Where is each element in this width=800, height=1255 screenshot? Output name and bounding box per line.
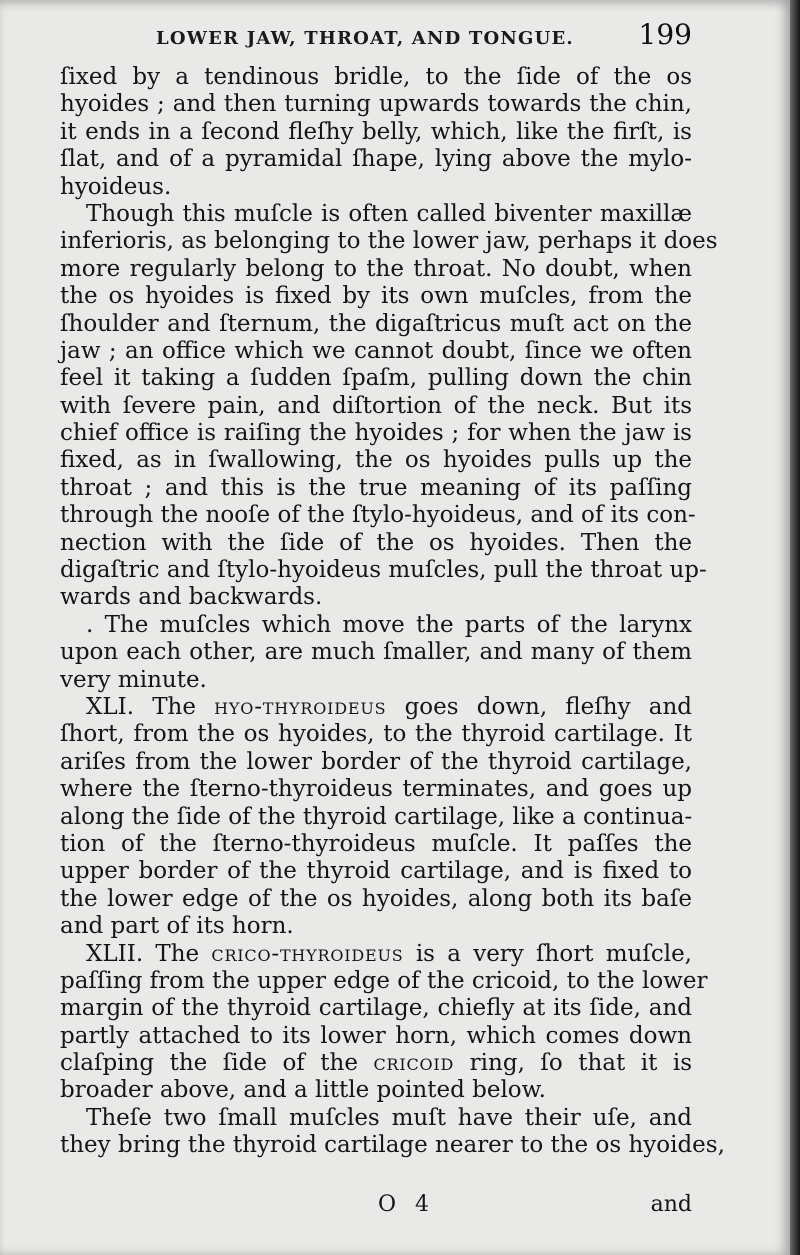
text-line: Though this muſcle is often called biventer maxillæ xyxy=(86,200,692,227)
page-header xyxy=(60,18,692,58)
text-line: Theſe two ſmall muſcles muſt have their uſe, and xyxy=(86,1104,692,1131)
text-line: paſſing from the upper edge of the cricoid, to the lower xyxy=(60,967,708,994)
text-line: ſlat, and of a pyramidal ſhape, lying above the mylo- xyxy=(60,146,692,173)
text-line: margin of the thyroid cartilage, chiefly at its ſide, and xyxy=(60,995,692,1022)
text-line: chief office is raiſing the hyoides ; for when the jaw is xyxy=(60,420,692,447)
page-edge-shadow xyxy=(790,0,800,1255)
text-line: hyoideus. xyxy=(60,173,172,200)
text-line: the os hyoides is fixed by its own muſcles, from the xyxy=(60,283,692,310)
text-line: hyoides ; and then turning upwards towards the chin, xyxy=(60,91,692,118)
text-line: the lower edge of the os hyoides, along both its baſe xyxy=(60,885,692,912)
text-line: through the nooſe of the ſtylo-hyoideus, and of its con- xyxy=(60,502,696,529)
text-line: feel it taking a ſudden ſpaſm, pulling down the chin xyxy=(60,365,692,392)
text-line: ſhoulder and ſternum, the digaſtricus muſt act on the xyxy=(60,310,692,337)
text-line: jaw ; an office which we cannot doubt, ſince we often xyxy=(60,337,692,364)
text-line: XLI. The hyo-thyroideus goes down, fleſhy and xyxy=(86,693,692,720)
page-number: 199 xyxy=(638,18,692,51)
text-line: very minute. xyxy=(60,666,207,693)
body-text xyxy=(60,64,725,1160)
catchword: and xyxy=(650,1192,692,1217)
text-line: throat ; and this is the true meaning of its paſſing xyxy=(60,474,692,501)
text-line: along the ſide of the thyroid cartilage, like a continua- xyxy=(60,803,693,830)
text-line: claſping the ſide of the cricoid ring, ſo that it is xyxy=(60,1050,692,1077)
text-line: upon each other, are much ſmaller, and many of them xyxy=(60,639,692,666)
text-line: ſhort, from the os hyoides, to the thyroid cartilage. It xyxy=(60,721,692,748)
text-line: they bring the thyroid cartilage nearer to the os hyoides, xyxy=(60,1132,725,1159)
text-line: and part of its horn. xyxy=(60,913,294,940)
text-line: upper border of the thyroid cartilage, and is fixed to xyxy=(60,858,692,885)
text-line: fixed, as in ſwallowing, the os hyoides pulls up the xyxy=(60,447,692,474)
small-caps-term: cricoid xyxy=(373,1050,455,1077)
text-line: nection with the ſide of the os hyoides. Then the xyxy=(60,529,692,556)
text-line: it ends in a ſecond fleſhy belly, which, like the firſt, is xyxy=(60,118,692,145)
text-line: digaſtric and ſtylo-hyoideus muſcles, pull the throat up- xyxy=(60,557,707,584)
text-line: ariſes from the lower border of the thyroid cartilage, xyxy=(60,748,692,775)
text-line: where the ſterno-thyroideus terminates, and goes up xyxy=(60,776,692,803)
running-head: LOWER JAW, THROAT, AND TONGUE. xyxy=(156,28,574,49)
text-line: XLII. The crico-thyroideus is a very ſhort muſcle, xyxy=(86,940,692,967)
text-line: more regularly belong to the throat. No doubt, when xyxy=(60,255,692,282)
text-line: inferioris, as belonging to the lower jaw, perhaps it does xyxy=(60,228,718,255)
small-caps-term: hyo-thyroideus xyxy=(214,693,387,720)
signature-mark: O 4 xyxy=(378,1192,436,1217)
text-line: broader above, and a little pointed below. xyxy=(60,1077,546,1104)
text-line: wards and backwards. xyxy=(60,584,323,611)
text-line: tion of the ſterno-thyroideus muſcle. It paſſes the xyxy=(60,830,692,857)
text-line: . The muſcles which move the parts of the larynx xyxy=(86,611,692,638)
small-caps-term: crico-thyroideus xyxy=(211,940,404,967)
text-line: partly attached to its lower horn, which comes down xyxy=(60,1022,692,1049)
text-line: ſixed by a tendinous bridle, to the ſide of the os xyxy=(60,64,692,90)
page-footer xyxy=(60,1192,692,1224)
text-line: with ſevere pain, and diſtortion of the neck. But its xyxy=(60,392,692,419)
